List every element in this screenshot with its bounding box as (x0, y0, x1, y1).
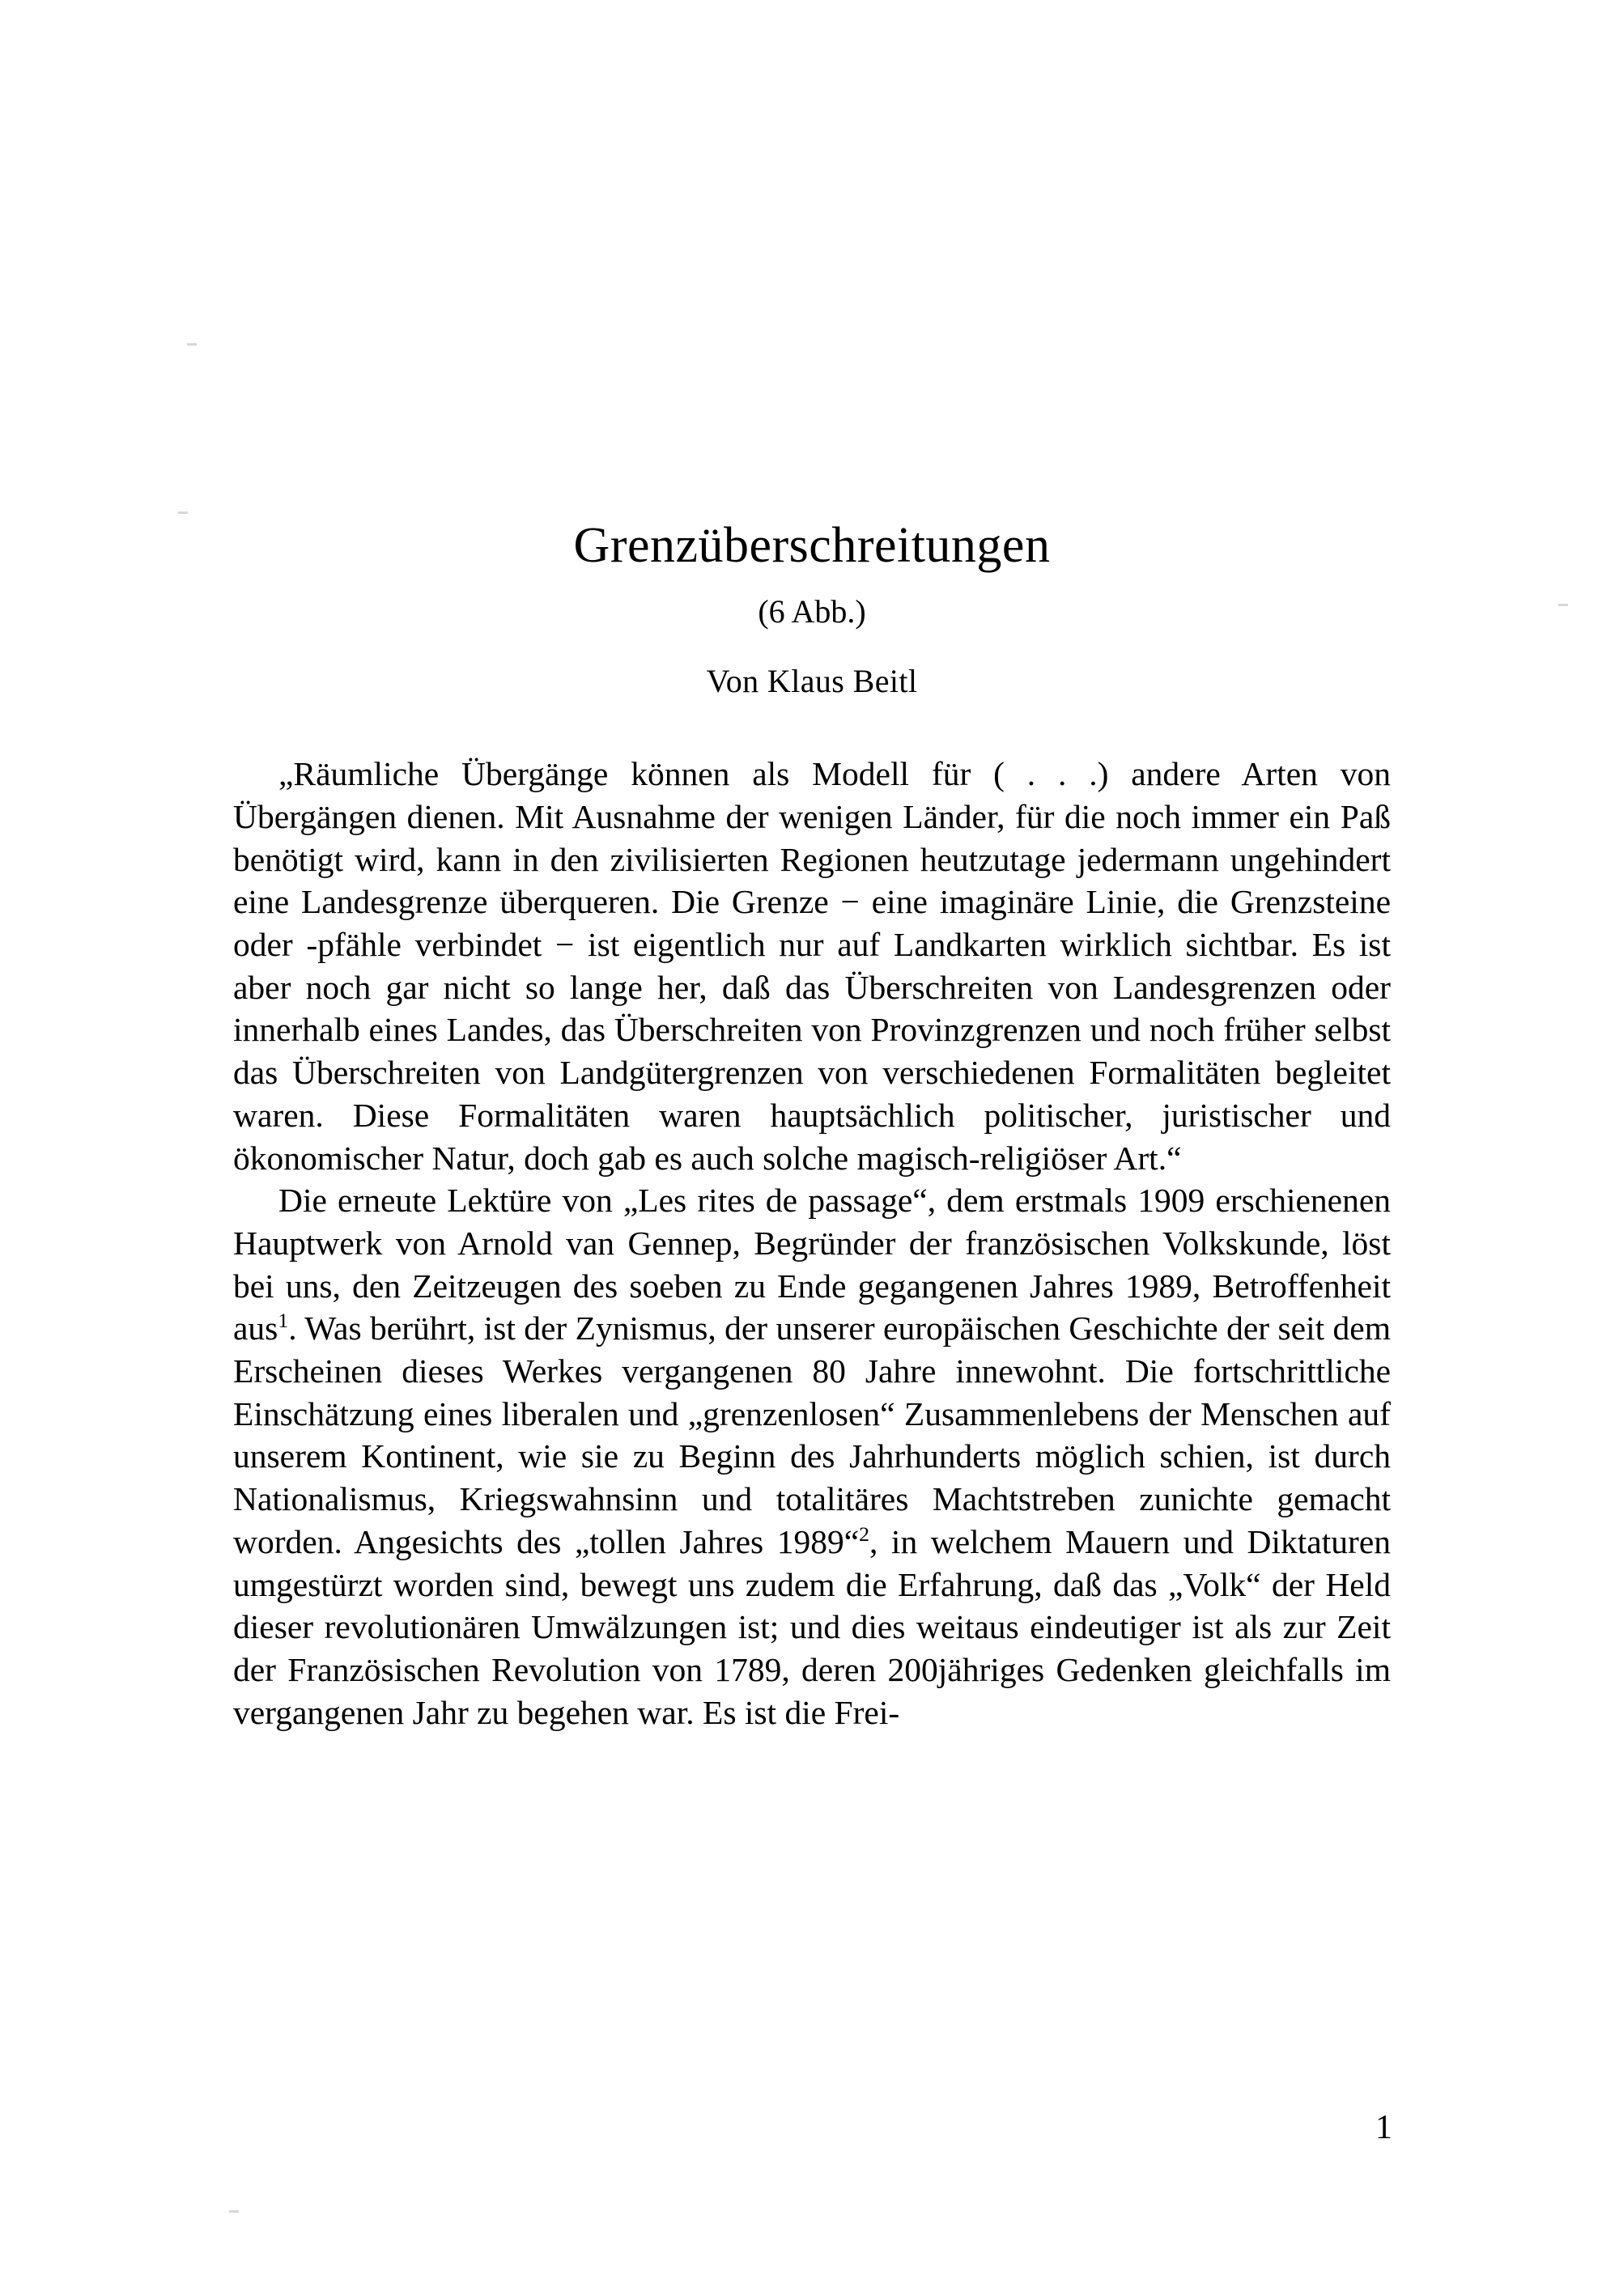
page-number: 1 (1375, 2109, 1392, 2146)
quotation-paragraph: „Räumliche Übergänge können als Modell für ( . . .) andere Arten von Übergängen dienen. Mit Ausnahme der wenigen Länder, für die noch immer ein Paß benötigt wird, kann in den zivilisierten Regionen heutzutage jedermann ungehindert eine Landesgrenze überqueren. Die Grenze − eine imaginäre Linie, die Grenzsteine oder -pfähle verbindet − ist eigentlich nur auf Landkarten wirklich sichtbar. Es ist aber noch gar nicht so lange her, daß das Überschreiten von Landesgrenzen oder innerhalb eines Landes, das Überschreiten von Provinzgrenzen und noch früher selbst das Überschreiten von Landgütergrenzen von verschiedenen Formalitäten begleitet waren. Diese Formalitäten waren hauptsächlich politischer, juristischer und ökonomischer Natur, doch gab es auch solche magisch-religiöser Art.“ (233, 755, 1391, 1177)
scan-edge-mark-left-mid (178, 511, 188, 514)
figure-count-subtitle: (6 Abb.) (758, 593, 866, 630)
author-byline: Von Klaus Beitl (706, 663, 918, 700)
main-paragraph: Die erneute Lektüre von „Les rites de passage“, dem erstmals 1909 erschienenen Hauptwerk von Arnold van Gennep, Begründer der französischen Volkskunde, löst bei uns, den Zeitzeugen des soeben zu Ende gegangenen Jahres 1989, Betroffenheit aus$^1$. Was berührt, ist der Zynismus, der unserer europäischen Geschichte der seit dem Erscheinen dieses Werkes vergangenen 80 Jahre innewohnt. Die fortschrittliche Einschätzung eines liberalen und „grenzenlosen“ Zusammenlebens der Menschen auf unserem Kontinent, wie sie zu Beginn des Jahrhunderts möglich schien, ist durch Nationalismus, Kriegswahnsinn und totalitäres Machtstreben zunichte gemacht worden. Angesichts des „tollen Jahres 1989“$^2$, in welchem Mauern und Diktaturen umgestürzt worden sind, bewegt uns zudem die Erfahrung, daß das „Volk“ der Held dieser revolutionären Umwälzungen ist; und dies weitaus eindeutiger ist als zur Zeit der Französischen Revolution von 1789, deren 200jähriges Gedenken gleichfalls im vergangenen Jahr zu begehen war. Es ist die Frei- (233, 1182, 1391, 1731)
footnote-marker: 1 (278, 1309, 289, 1333)
scan-edge-mark-left-top (187, 343, 197, 346)
document-content (233, 518, 1391, 1734)
scan-edge-mark-right-top (1558, 604, 1568, 606)
page-title: Grenzüberschreitungen (573, 518, 1051, 573)
footnote-marker: 2 (859, 1522, 869, 1547)
scan-edge-mark-bottom (229, 2210, 239, 2213)
